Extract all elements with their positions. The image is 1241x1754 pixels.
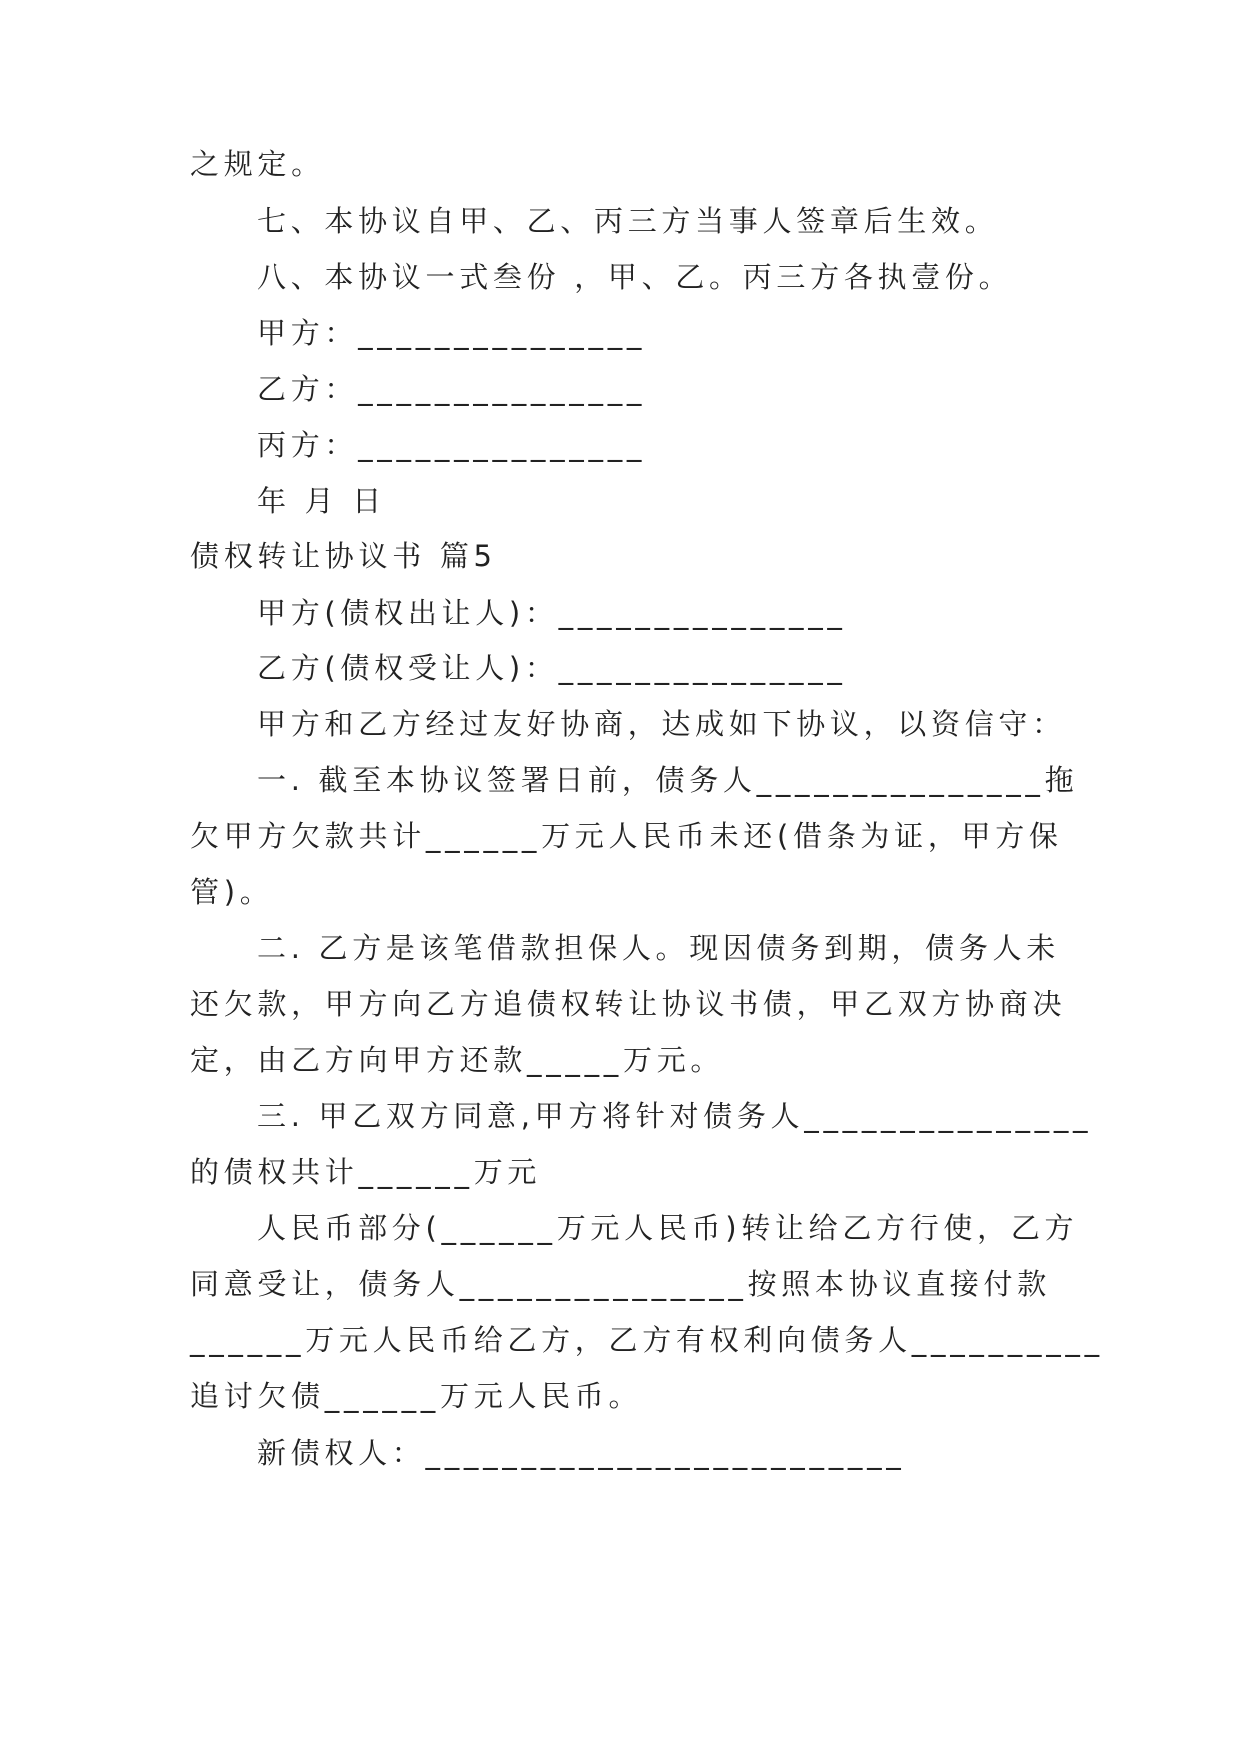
clause-1-line-2: 欠甲方欠款共计______万元人民币未还(借条为证，甲方保: [190, 819, 1063, 853]
transfer-paragraph-line-1: 人民币部分(______万元人民币)转让给乙方行使，乙方: [257, 1211, 1079, 1245]
party-a-assignor: 甲方(债权出让人)：_______________: [257, 596, 847, 630]
clause-2-line-3: 定，由乙方向甲方还款_____万元。: [190, 1043, 725, 1077]
transfer-paragraph-line-4: 追讨欠债______万元人民币。: [190, 1379, 643, 1413]
transfer-paragraph-line-3: ______万元人民币给乙方，乙方有权利向债务人__________: [190, 1323, 1104, 1357]
signature-date: 年 月 日: [257, 484, 386, 518]
section-heading: 债权转让协议书 篇5: [190, 539, 497, 573]
clause-7: 七、本协议自甲、乙、丙三方当事人签章后生效。: [257, 204, 999, 238]
preamble: 甲方和乙方经过友好协商，达成如下协议，以资信守：: [257, 707, 1066, 741]
signature-party-a: 甲方：_______________: [257, 316, 647, 350]
clause-2-line-1: 二. 乙方是该笔借款担保人。现因债务到期，债务人未: [257, 931, 1060, 965]
clause-2-line-2: 还欠款，甲方向乙方追债权转让协议书债，甲乙双方协商决: [190, 987, 1067, 1021]
transfer-paragraph-line-2: 同意受让，债务人_______________按照本协议直接付款: [190, 1267, 1051, 1301]
party-b-assignee: 乙方(债权受让人)：_______________: [257, 651, 847, 685]
signature-party-c: 丙方：_______________: [257, 428, 647, 462]
clause-8: 八、本协议一式叁份 ，甲、乙。丙三方各执壹份。: [257, 260, 1013, 294]
clause-1-line-1: 一. 截至本协议签署日前，债务人_______________拖: [257, 763, 1079, 797]
text-line-continuation: 之规定。: [190, 147, 325, 181]
clause-3-line-1: 三. 甲乙双方同意,甲方将针对债务人_______________: [257, 1099, 1093, 1133]
signature-party-b: 乙方：_______________: [257, 372, 647, 406]
clause-1-line-3: 管)。: [190, 875, 274, 909]
clause-3-line-2: 的债权共计______万元: [190, 1155, 542, 1189]
new-creditor-signature: 新债权人：_________________________: [257, 1436, 906, 1470]
